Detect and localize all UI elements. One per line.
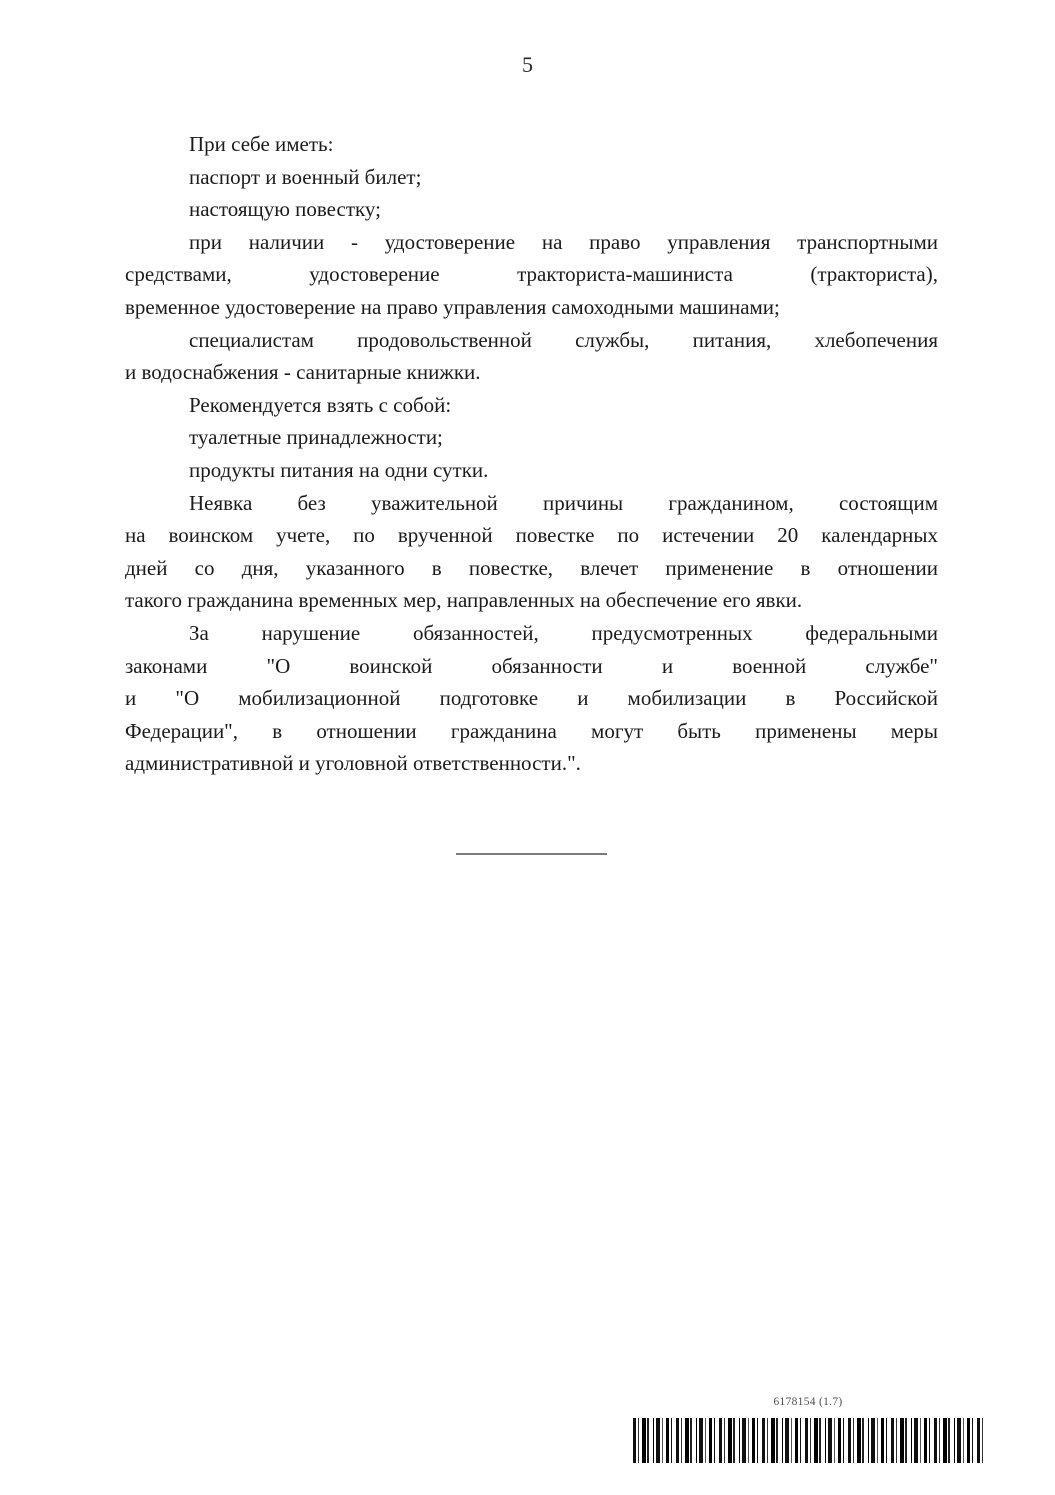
- barcode-label: 6178154 (1.7): [773, 1396, 843, 1408]
- signature-divider-line: [456, 853, 607, 855]
- page-number: 5: [522, 52, 533, 77]
- text-line: административной и уголовной ответственности.".: [125, 751, 581, 776]
- text-line: законами "О воинской обязанности и военной службе": [125, 653, 938, 678]
- text-line: временное удостоверение на право управления самоходными машинами;: [125, 294, 780, 319]
- text-line: Неявка без уважительной причины гражданином, состоящим: [189, 490, 938, 515]
- text-line: дней со дня, указанного в повестке, влечет применение в отношении: [125, 555, 938, 580]
- text-line: при наличии - удостоверение на право управления транспортными: [189, 229, 938, 254]
- text-line: Федерации", в отношении гражданина могут быть применены меры: [125, 718, 938, 743]
- document-body: [125, 128, 938, 780]
- text-line: специалистам продовольственной службы, питания, хлебопечения: [189, 327, 938, 352]
- text-line: паспорт и военный билет;: [189, 164, 422, 189]
- text-line: на воинском учете, по врученной повестке по истечении 20 календарных: [125, 523, 938, 548]
- text-line: Рекомендуется взять с собой:: [189, 392, 452, 417]
- text-line: За нарушение обязанностей, предусмотренных федеральными: [189, 620, 938, 645]
- text-line: туалетные принадлежности;: [189, 425, 443, 450]
- barcode: [633, 1418, 983, 1463]
- text-line: и "О мобилизационной подготовке и мобилизации в Российской: [125, 686, 938, 711]
- text-line: средствами, удостоверение тракториста-машиниста (тракториста),: [125, 262, 938, 287]
- text-line: и водоснабжения - санитарные книжки.: [125, 360, 481, 385]
- text-line: такого гражданина временных мер, направленных на обеспечение его явки.: [125, 588, 803, 613]
- text-line: продукты питания на одни сутки.: [189, 457, 489, 482]
- text-line: настоящую повестку;: [189, 197, 381, 222]
- text-line: При себе иметь:: [189, 132, 334, 156]
